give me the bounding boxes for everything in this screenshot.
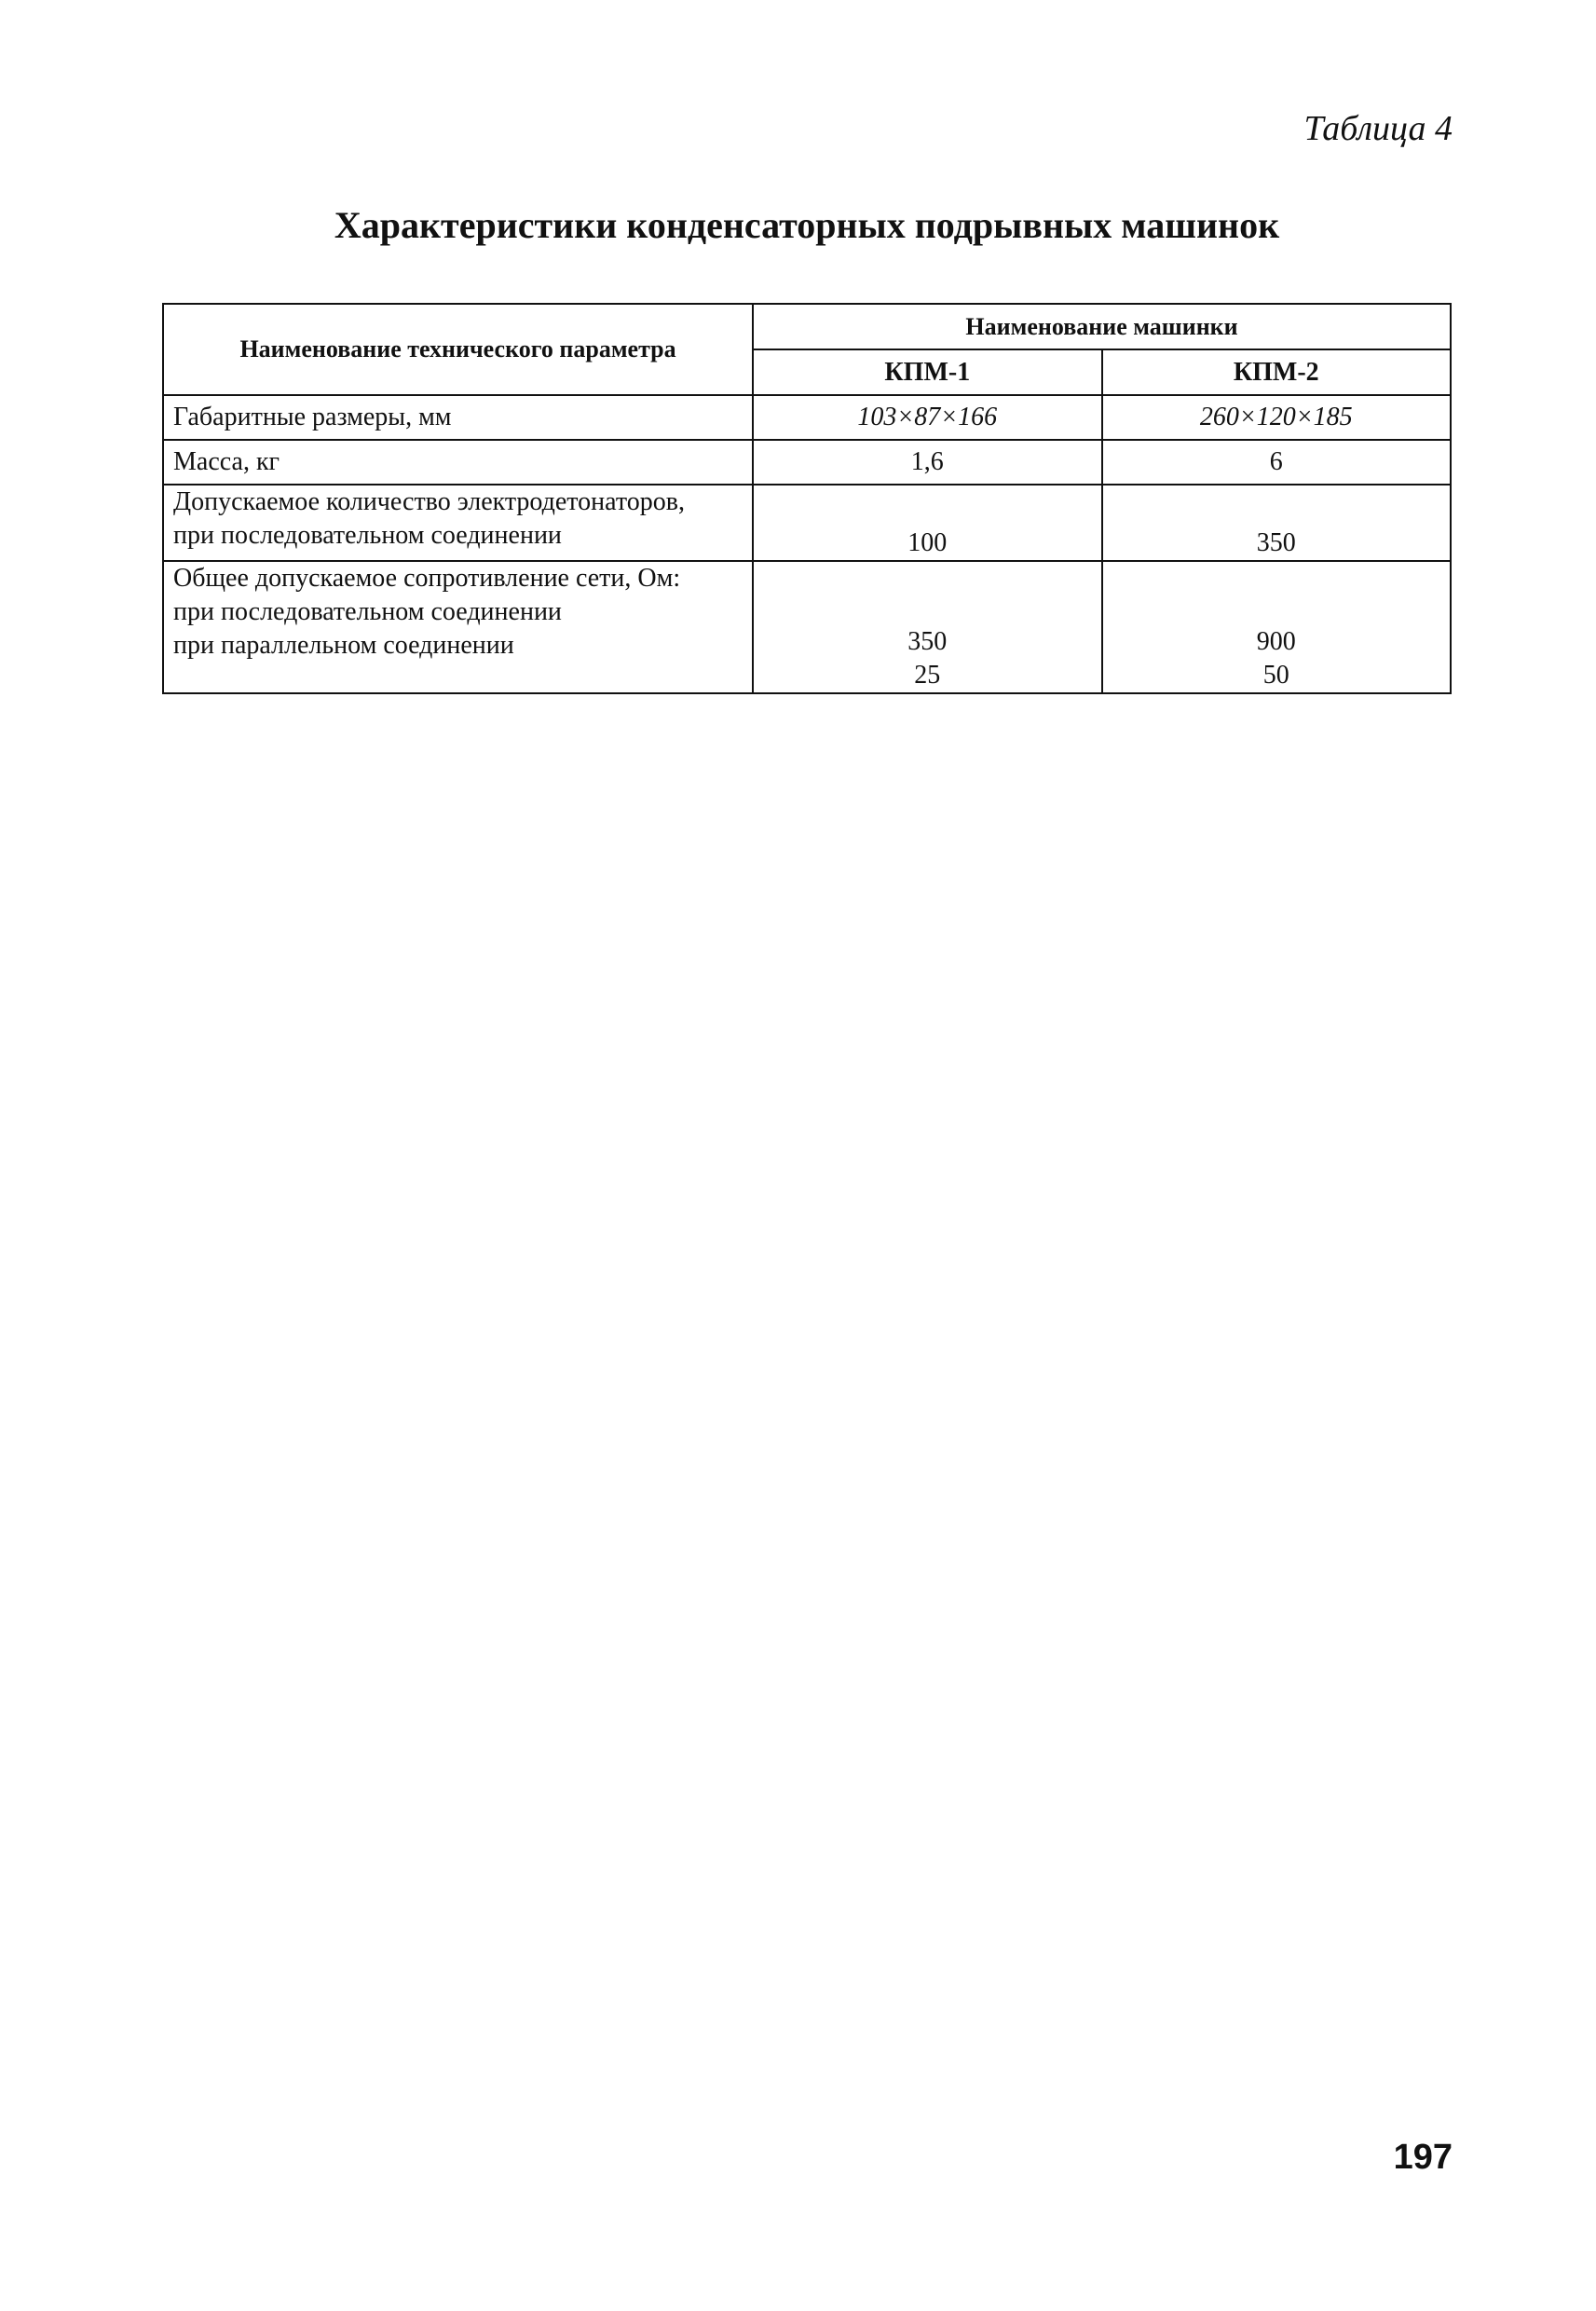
value-text: 100 <box>907 528 948 557</box>
value-text: 900 <box>1256 627 1296 656</box>
table-title: Характеристики конденсаторных подрывных машинок <box>334 204 1280 246</box>
param-text: Допускаемое количество электродетонаторов, <box>173 487 685 516</box>
value-text: 1,6 <box>910 447 944 476</box>
value-text: 350 <box>907 627 948 656</box>
param-cell <box>163 485 753 561</box>
header-machine-group: Наименование машинки <box>753 304 1451 349</box>
value-text: 25 <box>914 661 941 690</box>
value-cell-kpm2 <box>1102 440 1451 485</box>
value-cell-kpm1 <box>753 395 1101 440</box>
value-text: 50 <box>1262 661 1289 690</box>
param-text: Масса, кг <box>173 447 280 476</box>
value-cell-kpm2 <box>1102 395 1451 440</box>
param-text: Общее допускаемое сопротивление сети, Ом: <box>173 564 681 593</box>
specifications-table <box>162 303 1452 694</box>
header-model-kpm1: КПМ-1 <box>753 349 1101 395</box>
value-cell-kpm1 <box>753 440 1101 485</box>
value-cell-kpm2 <box>1102 561 1451 693</box>
table-row <box>163 440 1451 485</box>
value-text: 103×87×166 <box>857 403 998 431</box>
param-text: при параллельном соединении <box>173 631 514 660</box>
value-cell-kpm1 <box>753 485 1101 561</box>
param-cell <box>163 561 753 693</box>
header-param-column: Наименование технического параметра <box>163 304 753 395</box>
table-header-row <box>163 304 1451 349</box>
param-cell <box>163 440 753 485</box>
page-number: 197 <box>1393 2138 1453 2177</box>
table-row <box>163 395 1451 440</box>
value-text: 260×120×185 <box>1199 403 1353 431</box>
value-cell-kpm2 <box>1102 485 1451 561</box>
value-text: 350 <box>1256 528 1296 557</box>
param-text: при последовательном соединении <box>173 521 562 550</box>
value-text: 6 <box>1269 447 1283 476</box>
header-model-kpm2: КПМ-2 <box>1102 349 1451 395</box>
table-row <box>163 485 1451 561</box>
param-cell <box>163 395 753 440</box>
value-cell-kpm1 <box>753 561 1101 693</box>
param-text: при последовательном соединении <box>173 597 562 626</box>
table-number: Таблица 4 <box>1303 109 1453 148</box>
param-text: Габаритные размеры, мм <box>173 403 452 431</box>
table-row <box>163 561 1451 693</box>
